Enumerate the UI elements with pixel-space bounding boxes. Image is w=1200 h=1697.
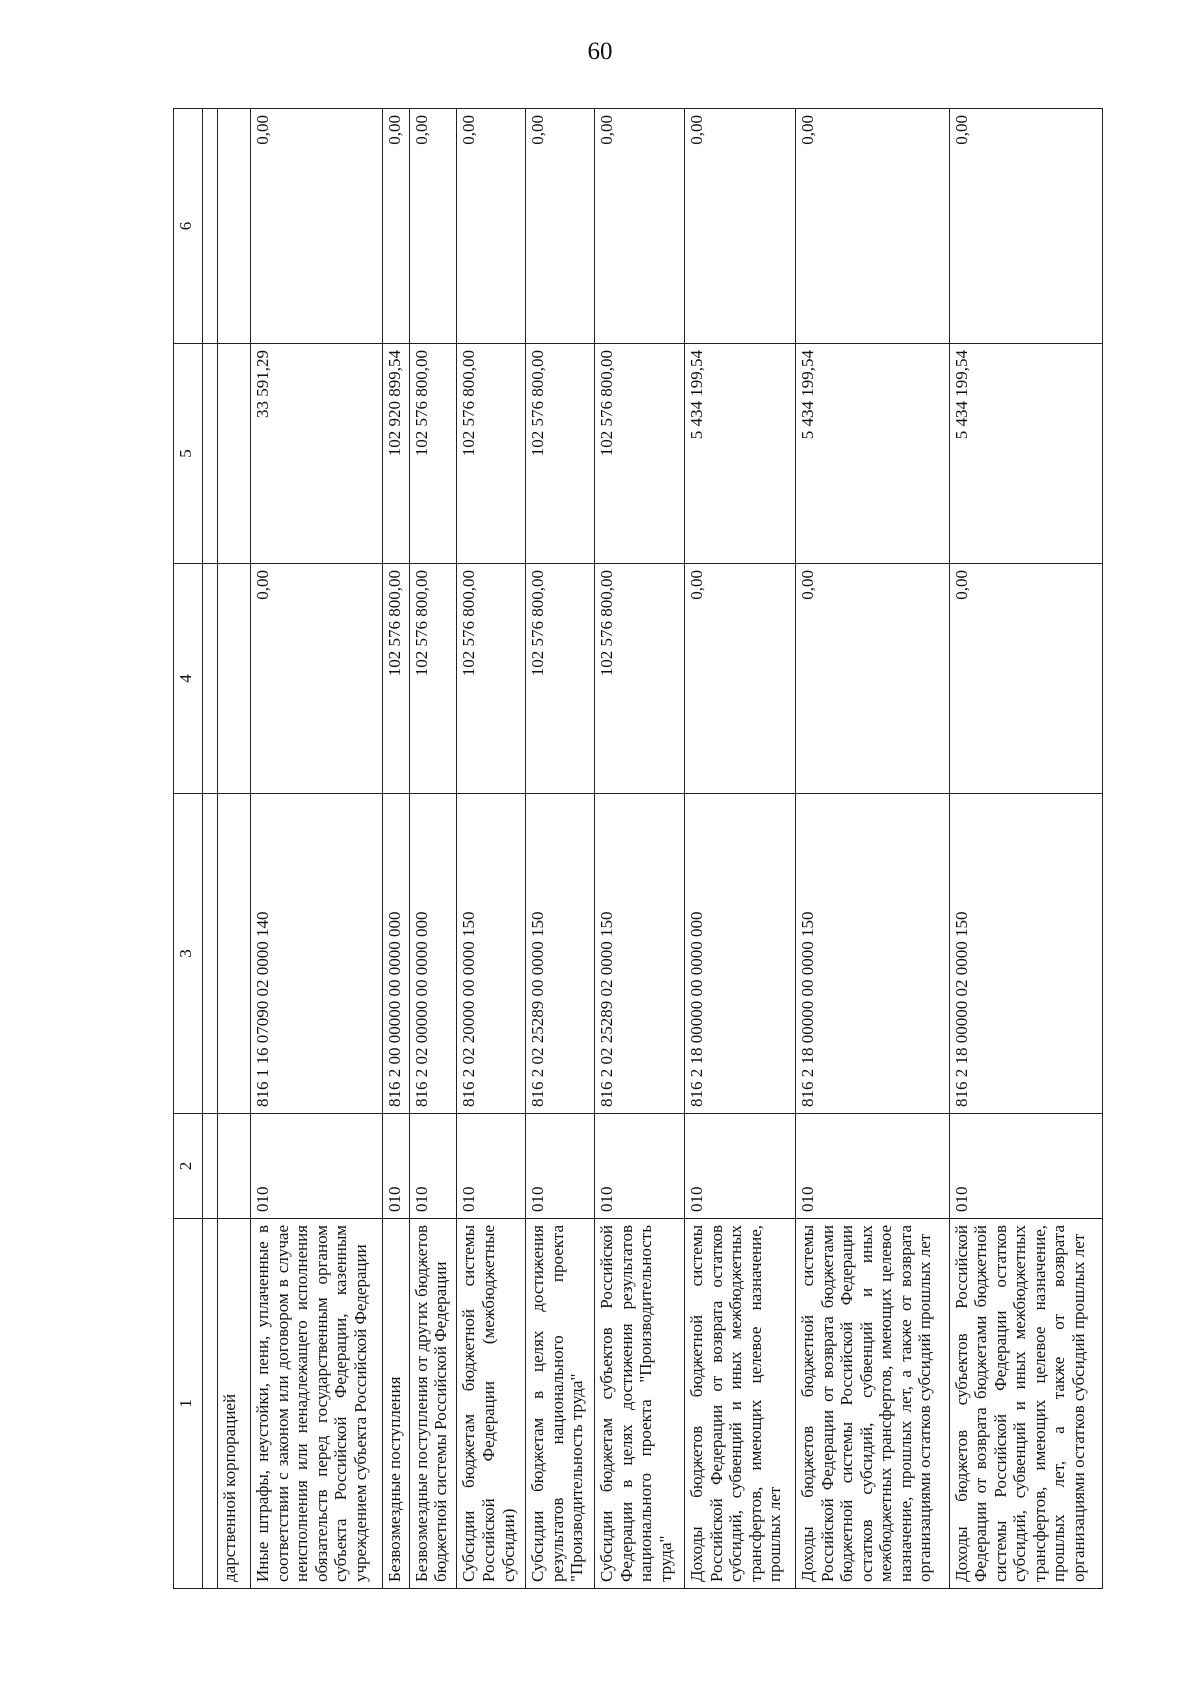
spacer-cell bbox=[203, 1114, 218, 1219]
continuation-text: дарственной корпорацией bbox=[218, 1219, 251, 1589]
line-code-cell: 010 bbox=[685, 1114, 796, 1219]
approved-amount-cell: 102 576 800,00 bbox=[409, 564, 457, 794]
budget-classification-code-cell: 816 1 16 07090 02 0000 140 bbox=[251, 794, 383, 1114]
line-code-cell: 010 bbox=[595, 1114, 685, 1219]
rotated-table-container bbox=[173, 109, 1103, 1589]
approved-amount-cell: 0,00 bbox=[251, 564, 383, 794]
approved-amount-cell: 102 576 800,00 bbox=[595, 564, 685, 794]
column-number-row bbox=[174, 109, 203, 1589]
executed-amount-cell: 33 591,29 bbox=[251, 344, 383, 564]
column-header: 2 bbox=[174, 1114, 203, 1219]
income-name-cell: Доходы бюджетов бюджетной системы Российской Федерации от возврата остатков субсидий, субвенций и иных межбюджетных трансфертов, имеющих целевое назначение, прошлых лет bbox=[685, 1219, 796, 1589]
budget-classification-code-cell: 816 2 02 25289 02 0000 150 bbox=[595, 794, 685, 1114]
table-row bbox=[796, 109, 949, 1589]
executed-amount-cell: 102 576 800,00 bbox=[526, 344, 595, 564]
executed-amount-cell: 5 434 199,54 bbox=[949, 344, 1102, 564]
income-name-cell: Субсидии бюджетам бюджетной системы Российской Федерации (межбюджетные субсидии) bbox=[457, 1219, 526, 1589]
empty-cell bbox=[218, 344, 251, 564]
spacer-cell bbox=[203, 1219, 218, 1589]
unexecuted-amount-cell: 0,00 bbox=[383, 109, 410, 344]
income-name-cell: Субсидии бюджетам в целях достижения результатов национального проекта "Производительность труда" bbox=[526, 1219, 595, 1589]
empty-cell bbox=[218, 564, 251, 794]
executed-amount-cell: 5 434 199,54 bbox=[796, 344, 949, 564]
budget-classification-code-cell: 816 2 18 00000 02 0000 150 bbox=[949, 794, 1102, 1114]
budget-classification-code-cell: 816 2 02 20000 00 0000 150 bbox=[457, 794, 526, 1114]
unexecuted-amount-cell: 0,00 bbox=[526, 109, 595, 344]
spacer-cell bbox=[203, 564, 218, 794]
line-code-cell: 010 bbox=[457, 1114, 526, 1219]
line-code-cell: 010 bbox=[251, 1114, 383, 1219]
empty-cell bbox=[218, 1114, 251, 1219]
line-code-cell: 010 bbox=[526, 1114, 595, 1219]
page-number: 60 bbox=[587, 38, 613, 65]
income-name-cell: Доходы бюджетов субъектов Российской Федерации от возврата бюджетами бюджетной системы Российской Федерации остатков субсидий, субвенций и иных межбюджетных трансфертов, имеющих целевое назначение, прошлых лет, а также от возврата организациями остатков субсидий прошлых лет bbox=[949, 1219, 1102, 1589]
executed-amount-cell: 102 576 800,00 bbox=[457, 344, 526, 564]
approved-amount-cell: 102 576 800,00 bbox=[526, 564, 595, 794]
budget-classification-code-cell: 816 2 18 00000 00 0000 000 bbox=[685, 794, 796, 1114]
unexecuted-amount-cell: 0,00 bbox=[685, 109, 796, 344]
column-header: 1 bbox=[174, 1219, 203, 1589]
income-name-cell: Безвозмездные поступления от других бюджетов бюджетной системы Российской Федерации bbox=[409, 1219, 457, 1589]
table-row bbox=[251, 109, 383, 1589]
income-name-cell: Субсидии бюджетам субъектов Российской Федерации в целях достижения результатов национального проекта "Производительность труда" bbox=[595, 1219, 685, 1589]
budget-classification-code-cell: 816 2 02 00000 00 0000 000 bbox=[409, 794, 457, 1114]
line-code-cell: 010 bbox=[383, 1114, 410, 1219]
continuation-row bbox=[218, 109, 251, 1589]
spacer-cell bbox=[203, 344, 218, 564]
income-name-cell: Безвозмездные поступления bbox=[383, 1219, 410, 1589]
approved-amount-cell: 102 576 800,00 bbox=[457, 564, 526, 794]
unexecuted-amount-cell: 0,00 bbox=[457, 109, 526, 344]
table-row bbox=[457, 109, 526, 1589]
column-header: 3 bbox=[174, 794, 203, 1114]
line-code-cell: 010 bbox=[409, 1114, 457, 1219]
unexecuted-amount-cell: 0,00 bbox=[409, 109, 457, 344]
table-row bbox=[526, 109, 595, 1589]
column-header: 5 bbox=[174, 344, 203, 564]
approved-amount-cell: 0,00 bbox=[949, 564, 1102, 794]
budget-classification-code-cell: 816 2 18 00000 00 0000 150 bbox=[796, 794, 949, 1114]
column-header: 4 bbox=[174, 564, 203, 794]
executed-amount-cell: 5 434 199,54 bbox=[685, 344, 796, 564]
column-header: 6 bbox=[174, 109, 203, 344]
table-row bbox=[685, 109, 796, 1589]
table-row bbox=[949, 109, 1102, 1589]
executed-amount-cell: 102 920 899,54 bbox=[383, 344, 410, 564]
line-code-cell: 010 bbox=[796, 1114, 949, 1219]
table-row bbox=[595, 109, 685, 1589]
executed-amount-cell: 102 576 800,00 bbox=[409, 344, 457, 564]
unexecuted-amount-cell: 0,00 bbox=[796, 109, 949, 344]
budget-classification-code-cell: 816 2 00 00000 00 0000 000 bbox=[383, 794, 410, 1114]
unexecuted-amount-cell: 0,00 bbox=[595, 109, 685, 344]
approved-amount-cell: 102 576 800,00 bbox=[383, 564, 410, 794]
approved-amount-cell: 0,00 bbox=[685, 564, 796, 794]
header-spacer-row bbox=[203, 109, 218, 1589]
empty-cell bbox=[218, 794, 251, 1114]
spacer-cell bbox=[203, 109, 218, 344]
unexecuted-amount-cell: 0,00 bbox=[949, 109, 1102, 344]
empty-cell bbox=[218, 109, 251, 344]
budget-classification-code-cell: 816 2 02 25289 00 0000 150 bbox=[526, 794, 595, 1114]
line-code-cell: 010 bbox=[949, 1114, 1102, 1219]
table-row bbox=[383, 109, 410, 1589]
unexecuted-amount-cell: 0,00 bbox=[251, 109, 383, 344]
budget-table bbox=[173, 108, 1103, 1589]
income-name-cell: Иные штрафы, неустойки, пени, уплаченные в соответствии с законом или договором в случае неисполнения или ненадлежащего исполнения обязательств перед государственным органом субъекта Российской Федерации, казенным учреждением субъекта Российской Федерации bbox=[251, 1219, 383, 1589]
executed-amount-cell: 102 576 800,00 bbox=[595, 344, 685, 564]
table-row bbox=[409, 109, 457, 1589]
approved-amount-cell: 0,00 bbox=[796, 564, 949, 794]
table-body bbox=[174, 109, 1103, 1589]
income-name-cell: Доходы бюджетов бюджетной системы Российской Федерации от возврата бюджетами бюджетной системы Российской Федерации остатков субсидий, субвенций и иных межбюджетных трансфертов, имеющих целевое назначение, прошлых лет, а также от возврата организациями остатков субсидий прошлых лет bbox=[796, 1219, 949, 1589]
spacer-cell bbox=[203, 794, 218, 1114]
